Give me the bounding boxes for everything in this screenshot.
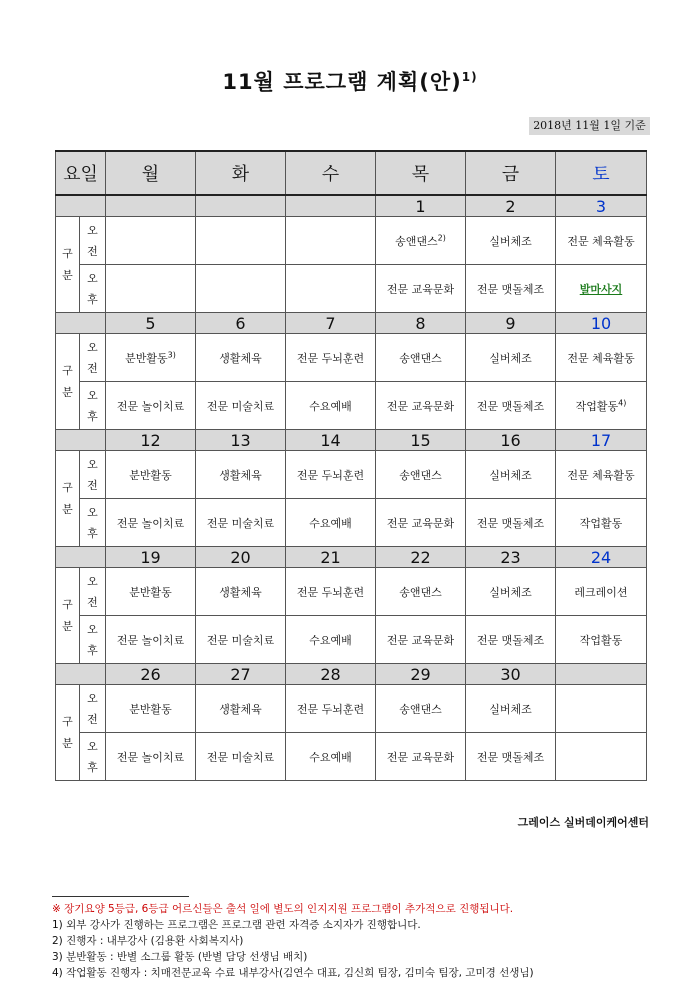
program-name: 전문 체육활동 <box>567 468 635 482</box>
program-name: 송앤댄스 <box>399 585 442 599</box>
program-name: 실버체조 <box>489 351 532 365</box>
program-name: 송앤댄스 <box>399 702 442 716</box>
program-name: 생활체육 <box>219 351 262 365</box>
am-label: 오 전 <box>80 217 106 265</box>
pm-row <box>56 382 647 430</box>
program-cell <box>286 382 376 430</box>
program-cell <box>286 499 376 547</box>
date-cell: 8 <box>376 313 466 334</box>
am-row <box>56 217 647 265</box>
program-cell <box>196 685 286 733</box>
program-name: 실버체조 <box>489 468 532 482</box>
program-name: 생활체육 <box>219 468 262 482</box>
date-cell: 12 <box>106 430 196 451</box>
date-cell <box>286 195 376 217</box>
program-calendar <box>55 150 647 781</box>
program-cell <box>466 568 556 616</box>
program-name: 전문 체육활동 <box>567 234 635 248</box>
center-name: 그레이스 실버데이케어센터 <box>517 816 649 829</box>
date-cell: 24 <box>556 547 647 568</box>
date-cell: 14 <box>286 430 376 451</box>
date-cell: 26 <box>106 664 196 685</box>
program-name: 수요예배 <box>309 633 352 647</box>
program-cell <box>196 733 286 781</box>
program-name: 전문 체육활동 <box>567 351 635 365</box>
footnote-ref: 3) <box>167 349 176 359</box>
program-name: 전문 놀이치료 <box>116 750 185 764</box>
footnote-1: 1) 외부 강사가 진행하는 프로그램은 프로그램 관련 자격증 소지자가 진행합니다. <box>52 919 421 931</box>
program-name: 전문 놀이치료 <box>116 399 185 413</box>
date-row-label <box>56 195 106 217</box>
program-cell <box>106 616 196 664</box>
program-cell <box>556 382 647 430</box>
date-cell: 30 <box>466 664 556 685</box>
footnote-warning: ※ 장기요양 5등급, 6등급 어르신들은 출석 일에 별도의 인지지원 프로그램이 추가적으로 진행됩니다. <box>52 903 514 915</box>
am-row <box>56 568 647 616</box>
program-name: 전문 맷돌체조 <box>476 399 545 413</box>
program-name: 전문 미술치료 <box>206 399 275 413</box>
program-name: 발마사지 <box>579 282 623 296</box>
program-cell <box>196 334 286 382</box>
program-name: 전문 맷돌체조 <box>476 633 545 647</box>
program-name: 전문 두뇌훈련 <box>296 468 365 482</box>
program-name: 전문 미술치료 <box>206 516 275 530</box>
program-name: 전문 맷돌체조 <box>476 282 545 296</box>
program-cell <box>466 733 556 781</box>
footnote-ref: 4) <box>618 397 627 407</box>
program-cell <box>376 451 466 499</box>
header-weekday: 목 <box>376 151 466 195</box>
program-cell <box>106 568 196 616</box>
program-cell <box>466 685 556 733</box>
program-cell <box>556 685 647 733</box>
page-title: 11월 프로그램 계획(안)$^{1)}$ <box>222 70 478 94</box>
pm-label: 오 후 <box>80 499 106 547</box>
gubun-label <box>56 217 80 313</box>
program-cell <box>196 568 286 616</box>
program-cell <box>286 265 376 313</box>
pm-label: 오 후 <box>80 616 106 664</box>
program-cell <box>196 451 286 499</box>
program-name: 분반활동 <box>125 351 168 365</box>
program-cell <box>286 217 376 265</box>
gubun-label <box>56 451 80 547</box>
program-cell <box>556 265 647 313</box>
gubun-label <box>56 334 80 430</box>
program-cell <box>106 382 196 430</box>
program-cell <box>376 685 466 733</box>
gubun-text: 구 분 <box>62 480 73 516</box>
program-cell <box>106 334 196 382</box>
program-cell <box>466 616 556 664</box>
program-cell <box>196 265 286 313</box>
am-label: 오 전 <box>80 334 106 382</box>
program-name: 전문 놀이치료 <box>116 516 185 530</box>
program-cell <box>376 568 466 616</box>
program-cell <box>376 499 466 547</box>
program-name: 전문 두뇌훈련 <box>296 351 365 365</box>
program-name: 실버체조 <box>489 234 532 248</box>
program-cell <box>556 733 647 781</box>
program-name: 전문 교육문화 <box>386 399 455 413</box>
date-row <box>56 547 647 568</box>
date-cell: 20 <box>196 547 286 568</box>
reference-date: 2018년 11월 1일 기준 <box>529 117 650 135</box>
program-cell <box>196 382 286 430</box>
program-cell <box>376 265 466 313</box>
pm-row <box>56 265 647 313</box>
am-label: 오 전 <box>80 685 106 733</box>
date-cell: 17 <box>556 430 647 451</box>
date-row-label <box>56 547 106 568</box>
program-name: 전문 맷돌체조 <box>476 516 545 530</box>
program-name: 전문 두뇌훈련 <box>296 702 365 716</box>
date-row-label <box>56 664 106 685</box>
date-cell: 27 <box>196 664 286 685</box>
date-cell: 15 <box>376 430 466 451</box>
date-cell: 7 <box>286 313 376 334</box>
program-name: 수요예배 <box>309 399 352 413</box>
program-name: 전문 교육문화 <box>386 516 455 530</box>
footnote-4: 4) 작업활동 진행자 : 치매전문교육 수료 내부강사(김연수 대표, 김신희 팀장, 김미숙 팀장, 고미경 선생님) <box>52 967 534 979</box>
program-cell <box>466 265 556 313</box>
program-cell <box>106 499 196 547</box>
weekday-header-row <box>56 151 647 195</box>
date-cell: 29 <box>376 664 466 685</box>
date-row <box>56 430 647 451</box>
am-label: 오 전 <box>80 568 106 616</box>
footnote-divider <box>52 896 189 897</box>
program-name: 전문 교육문화 <box>386 750 455 764</box>
date-cell: 9 <box>466 313 556 334</box>
gubun-text: 구 분 <box>62 363 73 399</box>
date-cell: 22 <box>376 547 466 568</box>
pm-label: 오 후 <box>80 733 106 781</box>
date-row <box>56 313 647 334</box>
date-row-label <box>56 430 106 451</box>
program-cell <box>286 685 376 733</box>
date-row <box>56 195 647 217</box>
am-row <box>56 334 647 382</box>
date-cell: 6 <box>196 313 286 334</box>
program-name: 전문 놀이치료 <box>116 633 185 647</box>
program-name: 분반활동 <box>129 468 172 482</box>
program-cell <box>556 568 647 616</box>
date-cell <box>556 664 647 685</box>
program-name: 실버체조 <box>489 585 532 599</box>
pm-row <box>56 733 647 781</box>
program-cell <box>556 451 647 499</box>
am-row <box>56 685 647 733</box>
program-cell <box>376 217 466 265</box>
program-cell <box>286 733 376 781</box>
program-cell <box>286 451 376 499</box>
program-name: 생활체육 <box>219 702 262 716</box>
gubun-text: 구 분 <box>62 714 73 750</box>
program-name: 실버체조 <box>489 702 532 716</box>
date-cell: 19 <box>106 547 196 568</box>
program-name: 전문 교육문화 <box>386 282 455 296</box>
pm-label: 오 후 <box>80 265 106 313</box>
pm-label: 오 후 <box>80 382 106 430</box>
program-name: 전문 미술치료 <box>206 633 275 647</box>
program-cell <box>106 685 196 733</box>
program-cell <box>376 334 466 382</box>
program-cell <box>466 382 556 430</box>
pm-row <box>56 499 647 547</box>
program-cell <box>556 499 647 547</box>
program-cell <box>376 382 466 430</box>
am-label: 오 전 <box>80 451 106 499</box>
program-name: 생활체육 <box>219 585 262 599</box>
footnote-ref: 2) <box>437 232 446 242</box>
program-cell <box>466 499 556 547</box>
header-weekday: 토 <box>556 151 647 195</box>
program-name: 작업활동 <box>575 399 619 413</box>
date-cell: 5 <box>106 313 196 334</box>
program-cell <box>556 334 647 382</box>
header-weekday: 금 <box>466 151 556 195</box>
program-name: 송앤댄스 <box>399 468 442 482</box>
program-cell <box>466 334 556 382</box>
date-cell: 1 <box>376 195 466 217</box>
program-name: 전문 맷돌체조 <box>476 750 545 764</box>
date-cell: 2 <box>466 195 556 217</box>
program-name: 수요예배 <box>309 516 352 530</box>
program-name: 작업활동 <box>579 633 623 647</box>
program-name: 전문 두뇌훈련 <box>296 585 365 599</box>
date-row-label <box>56 313 106 334</box>
program-cell <box>106 217 196 265</box>
program-cell <box>286 334 376 382</box>
footnotes <box>52 901 534 981</box>
header-weekday: 수 <box>286 151 376 195</box>
program-name: 송앤댄스 <box>399 351 442 365</box>
date-cell: 21 <box>286 547 376 568</box>
program-name: 전문 미술치료 <box>206 750 275 764</box>
gubun-text: 구 분 <box>62 246 73 282</box>
date-cell: 10 <box>556 313 647 334</box>
program-name: 송앤댄스 <box>395 234 438 248</box>
program-cell <box>106 733 196 781</box>
program-cell <box>106 265 196 313</box>
header-yoil: 요일 <box>56 151 106 195</box>
footnote-3: 3) 분반활동 : 반별 소그룹 활동 (반별 담당 선생님 배치) <box>52 951 308 963</box>
date-row <box>56 664 647 685</box>
program-cell <box>376 616 466 664</box>
program-name: 분반활동 <box>129 702 172 716</box>
program-cell <box>196 499 286 547</box>
date-cell: 16 <box>466 430 556 451</box>
date-cell: 28 <box>286 664 376 685</box>
gubun-label <box>56 685 80 781</box>
gubun-label <box>56 568 80 664</box>
program-cell <box>556 616 647 664</box>
program-cell <box>466 451 556 499</box>
program-cell <box>196 217 286 265</box>
date-cell: 3 <box>556 195 647 217</box>
program-cell <box>286 616 376 664</box>
program-cell <box>106 451 196 499</box>
program-name: 작업활동 <box>579 516 623 530</box>
header-weekday: 화 <box>196 151 286 195</box>
program-name: 분반활동 <box>129 585 172 599</box>
date-cell <box>106 195 196 217</box>
am-row <box>56 451 647 499</box>
header-weekday: 월 <box>106 151 196 195</box>
program-name: 수요예배 <box>309 750 352 764</box>
pm-row <box>56 616 647 664</box>
gubun-text: 구 분 <box>62 597 73 633</box>
program-cell <box>556 217 647 265</box>
footnote-2: 2) 진행자 : 내부강사 (김용환 사회복지사) <box>52 935 244 947</box>
program-name: 전문 교육문화 <box>386 633 455 647</box>
date-cell: 13 <box>196 430 286 451</box>
program-cell <box>466 217 556 265</box>
program-name: 레크레이션 <box>574 585 628 599</box>
program-cell <box>196 616 286 664</box>
program-cell <box>286 568 376 616</box>
date-cell <box>196 195 286 217</box>
date-cell: 23 <box>466 547 556 568</box>
program-cell <box>376 733 466 781</box>
